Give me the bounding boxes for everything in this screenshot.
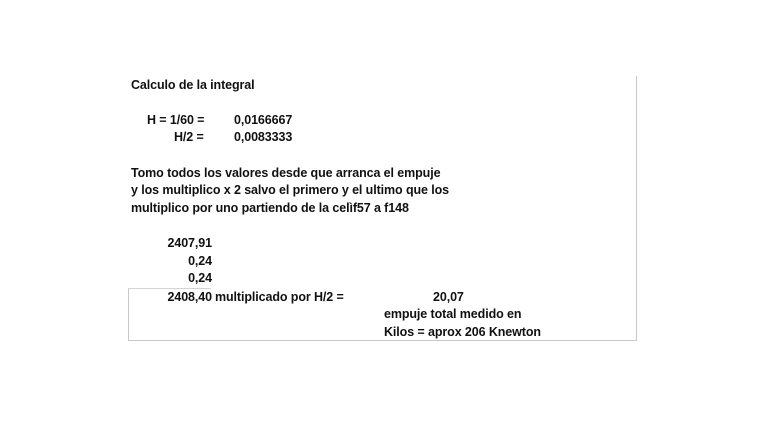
value-third: 0,24 bbox=[188, 271, 212, 285]
h2-label: H/2 = bbox=[174, 130, 204, 144]
h-value: 0,0166667 bbox=[234, 113, 293, 127]
cell-border-left bbox=[128, 288, 129, 341]
paragraph-line-3: multiplico por uno partiendo de la celìf57 a f148 bbox=[131, 201, 409, 215]
paragraph-line-2: y los multiplico x 2 salvo el primero y el ultimo que los bbox=[131, 183, 450, 197]
value-first: 2407,91 bbox=[167, 236, 212, 250]
result-value: 20,07 bbox=[433, 290, 464, 304]
h-label: H = 1/60 = bbox=[147, 113, 205, 127]
paragraph-line-1: Tomo todos los valores desde que arranca el empuje bbox=[131, 166, 441, 180]
total-value: 2408,40 bbox=[167, 290, 212, 304]
cell-border-right bbox=[636, 76, 637, 340]
sheet-title: Calculo de la integral bbox=[131, 78, 255, 92]
multiply-label: multiplicado por H/2 = bbox=[215, 290, 344, 304]
note-line-2: Kilos = aprox 206 Knewton bbox=[384, 325, 541, 339]
note-line-1: empuje total medido en bbox=[384, 307, 522, 321]
cell-border-bottom bbox=[128, 340, 637, 341]
h2-value: 0,0083333 bbox=[234, 130, 293, 144]
value-second: 0,24 bbox=[188, 254, 212, 268]
